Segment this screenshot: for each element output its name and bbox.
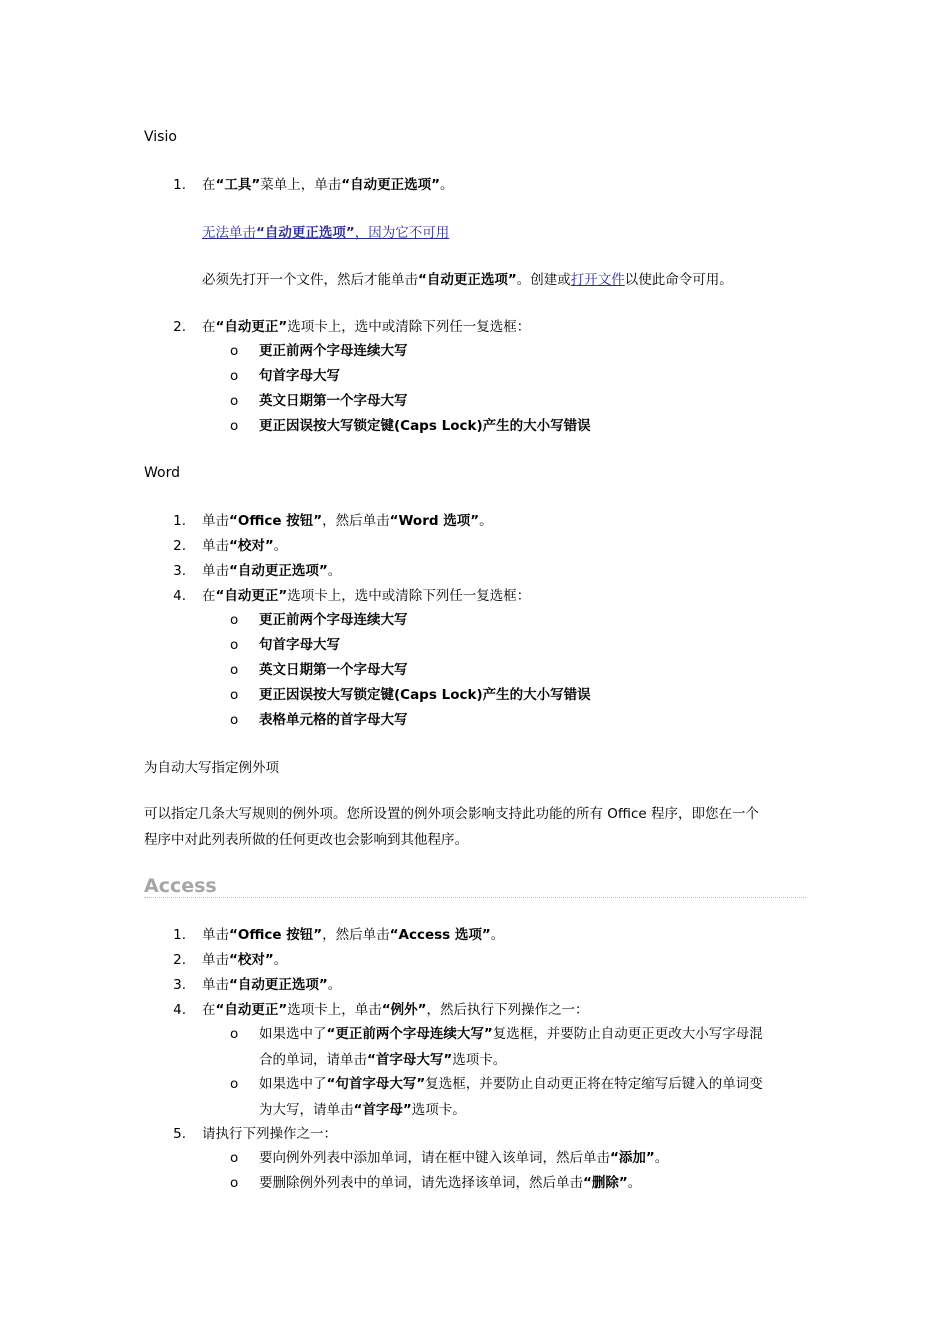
word-step-1-number: 1. — [173, 513, 186, 529]
bullet-marker: o — [230, 343, 239, 359]
word-step-3: 单击“自动更正选项”。 — [202, 563, 342, 579]
exceptions-paragraph-line-1: 可以指定几条大写规则的例外项。您所设置的例外项会影响支持此功能的所有 Office 程序，即您在一个 — [144, 806, 759, 822]
word-step-2-number: 2. — [173, 538, 186, 554]
open-file-link[interactable]: 打开文件 — [570, 272, 625, 288]
word-option: 英文日期第一个字母大写 — [259, 662, 408, 678]
bullet-marker: o — [230, 1150, 239, 1166]
exceptions-title: 为自动大写指定例外项 — [144, 760, 279, 776]
bullet-marker: o — [230, 368, 239, 384]
cannot-click-link-line[interactable] — [202, 224, 449, 242]
access-step-5-number: 5. — [173, 1126, 186, 1142]
access-step-4-number: 4. — [173, 1002, 186, 1018]
bullet-marker: o — [230, 418, 239, 434]
access-step-3-number: 3. — [173, 977, 186, 993]
word-option: 表格单元格的首字母大写 — [259, 712, 408, 728]
access-sub-4b-line-1: 如果选中了“句首字母大写”复选框，并要防止自动更正将在特定缩写后键入的单词变 — [259, 1076, 763, 1092]
word-option: 更正因误按大写锁定键(Caps Lock)产生的大小写错误 — [259, 687, 591, 703]
word-heading: Word — [144, 465, 180, 481]
cannot-click-link[interactable]: 无法单击“自动更正选项”，因为它不可用 — [202, 225, 450, 241]
word-option: 更正前两个字母连续大写 — [259, 612, 408, 628]
visio-option: 英文日期第一个字母大写 — [259, 393, 408, 409]
word-step-2: 单击“校对”。 — [202, 538, 288, 554]
visio-step-2: 在“自动更正”选项卡上，选中或清除下列任一复选框： — [202, 319, 531, 335]
word-option: 句首字母大写 — [259, 637, 340, 653]
bullet-marker: o — [230, 393, 239, 409]
access-sub-4a-line-1: 如果选中了“更正前两个字母连续大写”复选框，并要防止自动更正更改大小写字母混 — [259, 1026, 763, 1042]
access-sub-5b: 要删除例外列表中的单词，请先选择该单词，然后单击“删除”。 — [259, 1175, 642, 1191]
access-sub-4a-line-2: 合的单词，请单击“首字母大写”选项卡。 — [259, 1052, 507, 1068]
bullet-marker: o — [230, 687, 239, 703]
access-step-1-number: 1. — [173, 927, 186, 943]
access-heading-divider — [144, 897, 806, 898]
access-sub-5a: 要向例外列表中添加单词，请在框中键入该单词，然后单击“添加”。 — [259, 1150, 669, 1166]
bullet-marker: o — [230, 662, 239, 678]
visio-option: 句首字母大写 — [259, 368, 340, 384]
access-step-5: 请执行下列操作之一： — [202, 1126, 337, 1142]
word-step-4-number: 4. — [173, 588, 186, 604]
word-step-3-number: 3. — [173, 563, 186, 579]
visio-heading: Visio — [144, 129, 177, 145]
word-step-1: 单击“Office 按钮”，然后单击“Word 选项”。 — [202, 513, 493, 529]
access-heading: Access — [144, 875, 217, 897]
access-step-4: 在“自动更正”选项卡上，单击“例外”，然后执行下列操作之一： — [202, 1002, 589, 1018]
bullet-marker: o — [230, 1076, 239, 1092]
access-sub-4b-line-2: 为大写，请单击“首字母”选项卡。 — [259, 1102, 466, 1118]
exceptions-paragraph-line-2: 程序中对此列表所做的任何更改也会影响到其他程序。 — [144, 832, 468, 848]
bullet-marker: o — [230, 1026, 239, 1042]
visio-option: 更正前两个字母连续大写 — [259, 343, 408, 359]
visio-step-2-number: 2. — [173, 319, 186, 335]
bullet-marker: o — [230, 712, 239, 728]
access-step-1: 单击“Office 按钮”，然后单击“Access 选项”。 — [202, 927, 505, 943]
access-step-2: 单击“校对”。 — [202, 952, 288, 968]
bullet-marker: o — [230, 637, 239, 653]
visio-step-1: 在“工具”菜单上，单击“自动更正选项”。 — [202, 177, 454, 193]
visio-step-1-number: 1. — [173, 177, 186, 193]
access-step-3: 单击“自动更正选项”。 — [202, 977, 342, 993]
visio-note: 必须先打开一个文件，然后才能单击“自动更正选项”。创建或打开文件以使此命令可用。 — [202, 272, 733, 288]
access-step-2-number: 2. — [173, 952, 186, 968]
word-step-4: 在“自动更正”选项卡上，选中或清除下列任一复选框： — [202, 588, 531, 604]
bullet-marker: o — [230, 612, 239, 628]
visio-option: 更正因误按大写锁定键(Caps Lock)产生的大小写错误 — [259, 418, 591, 434]
bullet-marker: o — [230, 1175, 239, 1191]
